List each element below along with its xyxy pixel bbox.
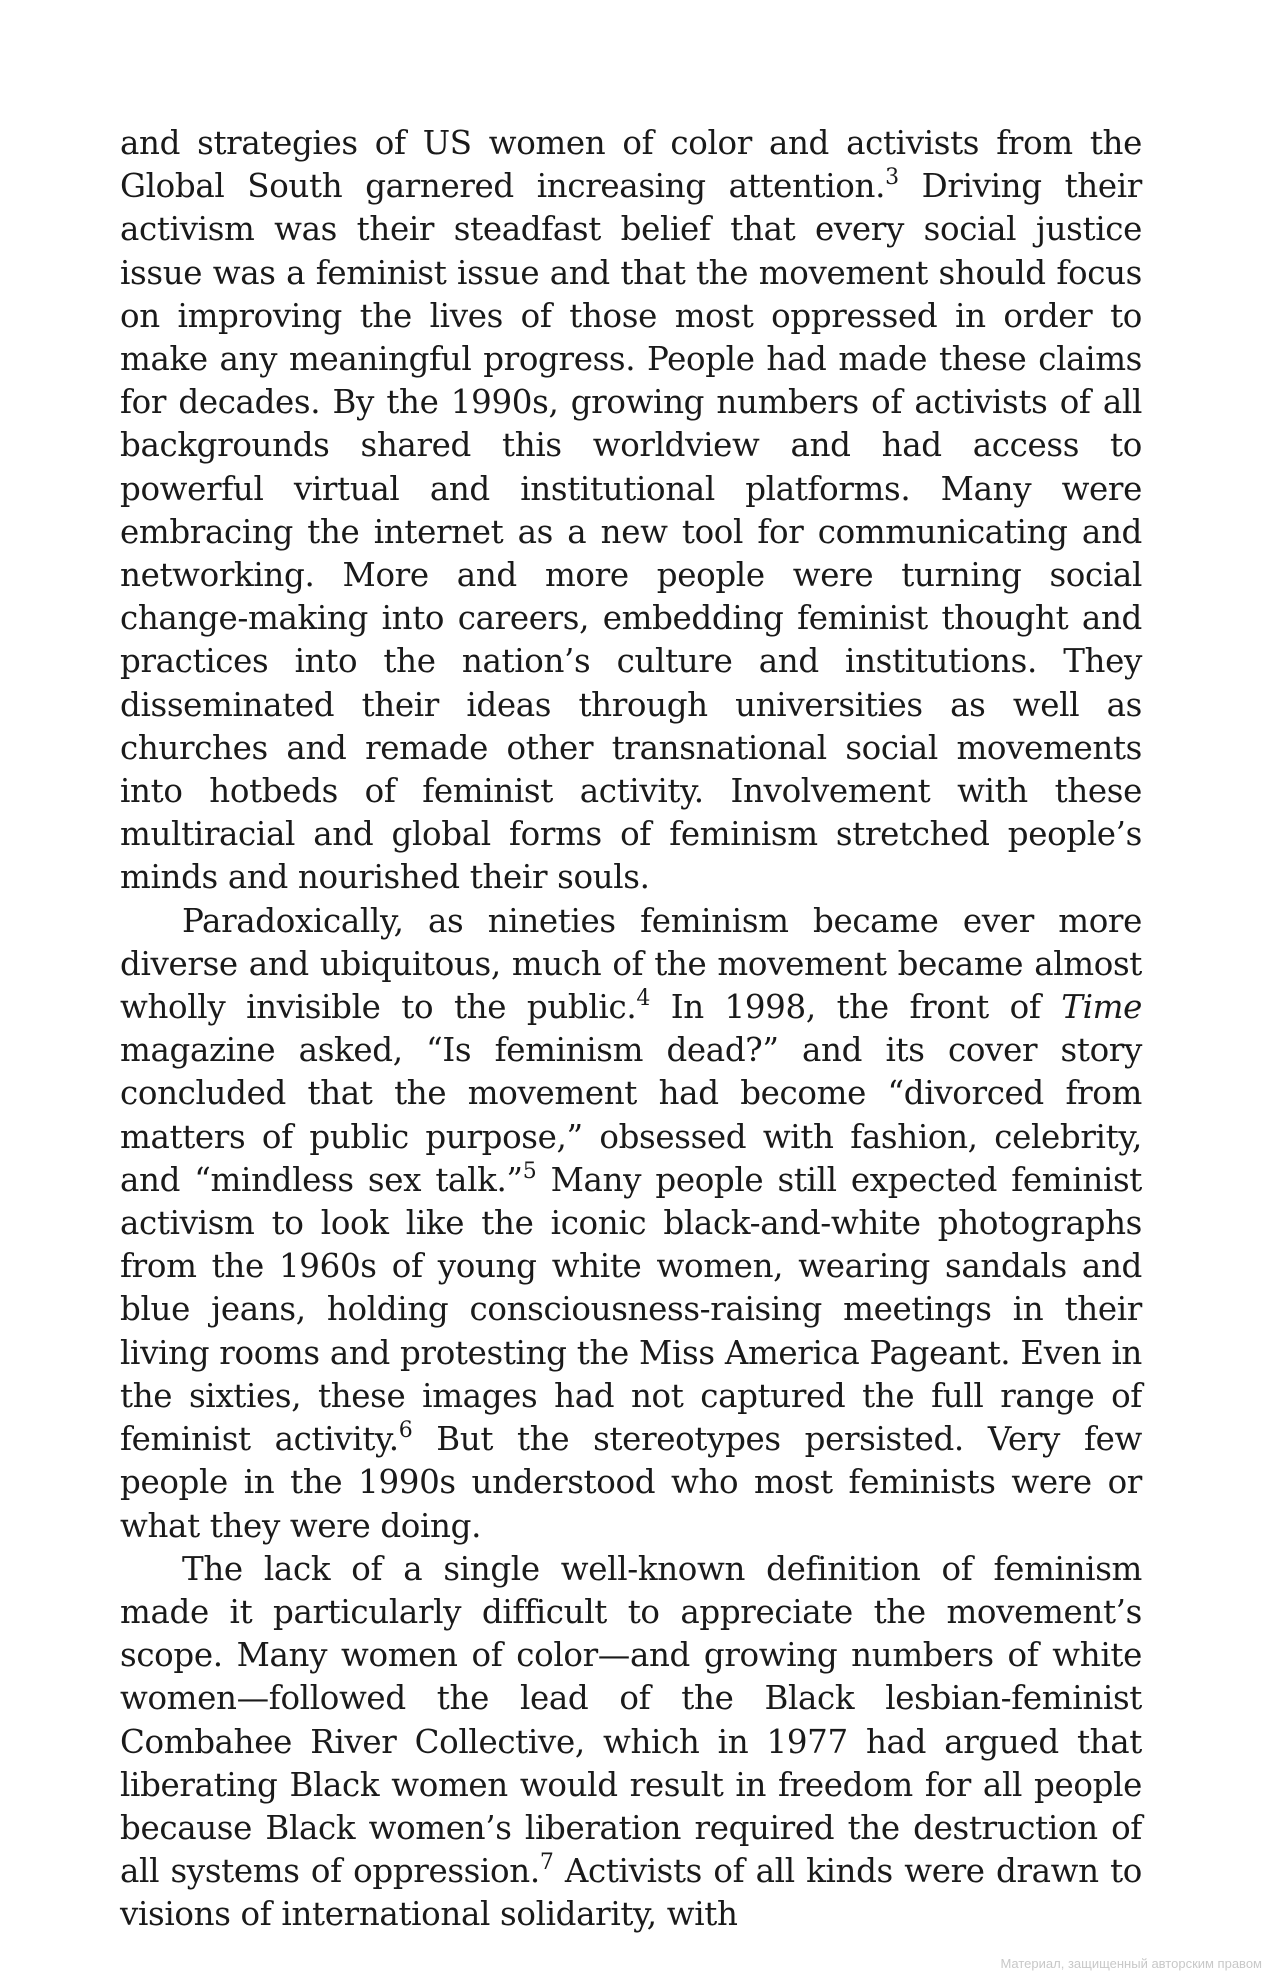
paragraph-2 — [120, 900, 1142, 1548]
text-run: Paradoxically, as nineties feminism became ever more diverse and ubiquitous, much of the movement became almost wholly invisible to the public. — [120, 901, 1142, 1027]
text-run: and strategies of US women of color and activists from the Global South garnered increasing attention. — [120, 124, 1142, 206]
footnote-ref-7[interactable]: 7 — [539, 1850, 554, 1876]
paragraph-3 — [120, 1548, 1142, 1937]
paragraph-1 — [120, 122, 1142, 900]
text-run: magazine asked, “Is feminism dead?” and its cover story concluded that the movement had become “divorced from matters of public purpose,” obsessed with fashion, celebrity, and “mindless sex talk.” — [120, 1031, 1142, 1199]
text-run: But the stereotypes persisted. Very few people in the 1990s understood who most feminists were or what they were doing. — [120, 1420, 1142, 1545]
text-run: In 1998, the front of — [649, 988, 1062, 1027]
copyright-watermark: Материал, защищенный авторским правом — [1000, 1956, 1262, 1971]
footnote-ref-6[interactable]: 6 — [398, 1418, 413, 1444]
magazine-title: Time — [1061, 988, 1142, 1027]
text-run: The lack of a single well-known definition of feminism made it particularly difficult to appreciate the movement’s scope. Many women of color—and growing numbers of white women—followed the lead of the Black lesbian-feminist Combahee River Collective, which in 1977 had argued that liberating Black women would result in freedom for all people because Black women’s liberation required the destruction of all systems of oppression. — [120, 1549, 1142, 1891]
footnote-ref-4[interactable]: 4 — [636, 986, 650, 1012]
body-text — [120, 122, 1142, 1937]
footnote-ref-5[interactable]: 5 — [522, 1158, 537, 1184]
text-run: Driving their activism was their steadfast belief that every social justice issue was a feminist issue and that the movement should focus on improving the lives of those most oppressed in order to make any meaningful progress. People had made these claims for decades. By the 1990s, growing numbers of activists of all backgrounds shared this worldview and had access to powerful virtual and institutional platforms. Many were embracing the internet as a new tool for communicating and networking. More and more people were turning social change-making into careers, embedding feminist thought and practices into the nation’s culture and institutions. They disseminated their ideas through universities as well as churches and remade other transnational social movements into hotbeds of feminist activity. Involvement with these multiracial and global forms of feminism stretched people’s minds and nourished their souls. — [120, 167, 1142, 897]
text-run: Activists of all kinds were drawn to visions of international solidarity, with — [120, 1852, 1143, 1934]
footnote-ref-3[interactable]: 3 — [885, 165, 899, 191]
text-run: Many people still expected feminist activism to look like the iconic black-and-white photographs from the 1960s of young white women, wearing sandals and blue jeans, holding consciousness-raising meetings in their living rooms and protesting the Miss America Pageant. Even in the sixties, these images had not captured the full range of feminist activity. — [120, 1160, 1142, 1459]
